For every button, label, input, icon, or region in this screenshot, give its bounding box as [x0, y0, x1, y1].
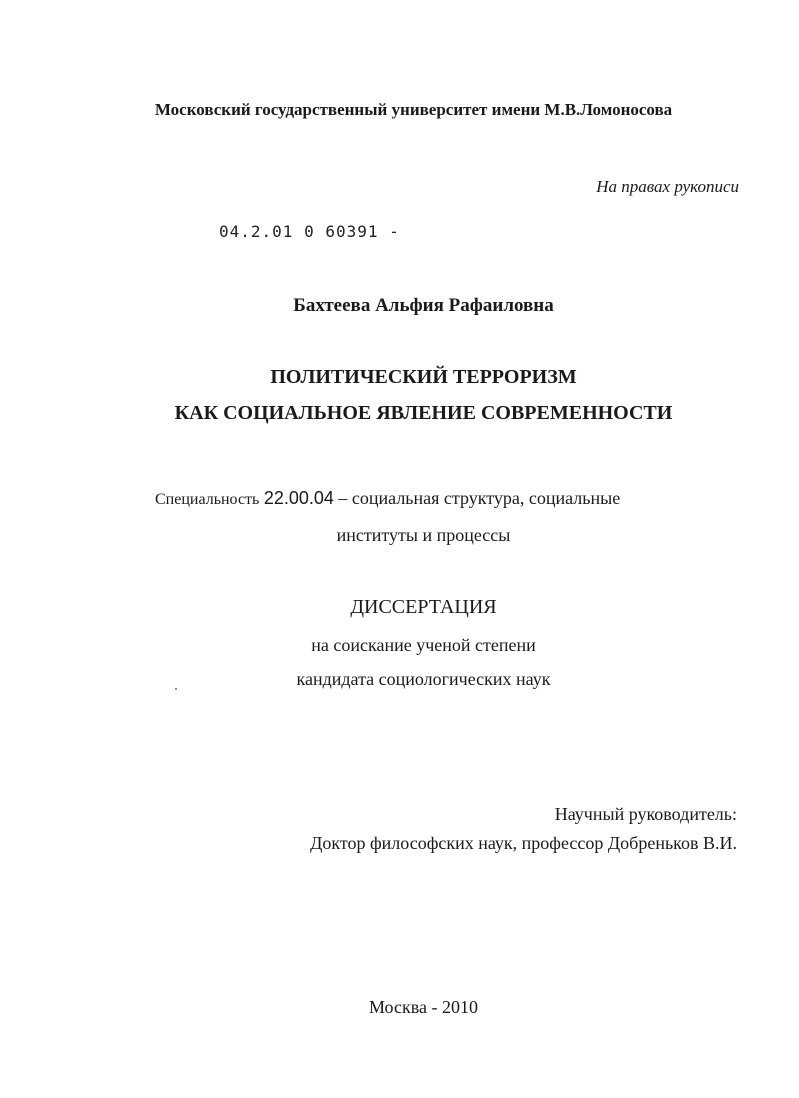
city-year: Москва - 2010: [369, 997, 478, 1017]
title-line-2: КАК СОЦИАЛЬНОЕ ЯВЛЕНИЕ СОВРЕМЕННОСТИ: [174, 402, 673, 424]
university-name: Московский государственный университет имени М.В.Ломоносова: [154, 100, 673, 119]
specialty-line-2: институты и процессы: [336, 525, 511, 545]
specialty-label: Специальность: [155, 491, 260, 508]
title-line-1: ПОЛИТИЧЕСКИЙ ТЕРРОРИЗМ: [270, 366, 577, 388]
author-name: Бахтеева Альфия Рафаиловна: [293, 295, 554, 316]
specialty-description: – социальная структура, социальные: [338, 488, 621, 508]
degree-line-2: кандидата социологических наук: [296, 669, 551, 689]
degree-line-1: на соискание ученой степени: [311, 635, 536, 655]
advisor-label: Научный руководитель:: [554, 804, 737, 824]
catalog-number-stamp: 04.2.01 0 60391 -: [219, 222, 400, 241]
manuscript-note: На правах рукописи: [596, 177, 739, 196]
scan-speck: [175, 688, 177, 690]
specialty-code: 22.00.04: [263, 488, 334, 508]
advisor-name: Доктор философских наук, профессор Добреньков В.И.: [310, 833, 737, 853]
work-type: ДИССЕРТАЦИЯ: [350, 596, 497, 618]
specialty-line-1: [155, 488, 620, 509]
